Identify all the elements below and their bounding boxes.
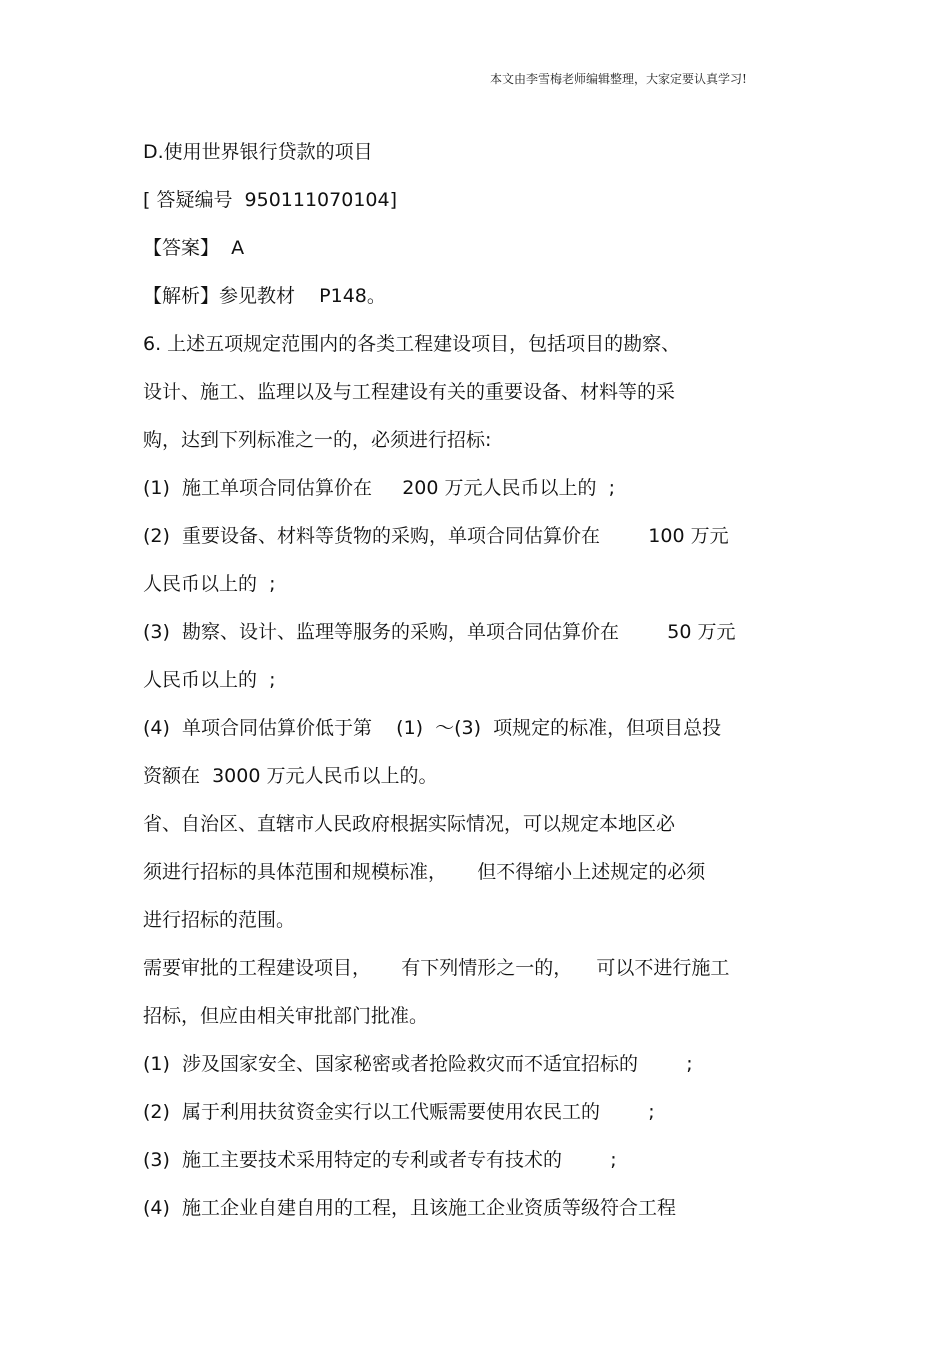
exemption-intro-line-2: 招标，但应由相关审批部门批准。 [143,1005,429,1027]
exemption-item-1: (1) 涉及国家安全、国家秘密或者抢险救灾而不适宜招标的 ; [143,1053,693,1075]
provincial-paragraph-line-1: 省、自治区、直辖市人民政府根据实际情况，可以规定本地区必 [143,813,676,835]
question-id-line: [ 答疑编号 950111070104] [143,189,398,211]
paragraph-6-line-2: 设计、施工、监理以及与工程建设有关的重要设备、材料等的采 [143,381,676,403]
option-d-line: D.使用世界银行贷款的项目 [143,141,373,163]
exemption-intro-line-1: 需要审批的工程建设项目， 有下列情形之一的， 可以不进行施工 [143,957,730,979]
analysis-line: 【解析】参见教材 P148。 [143,285,386,307]
provincial-paragraph-line-2: 须进行招标的具体范围和规模标准， 但不得缩小上述规定的必须 [143,861,706,883]
criteria-item-3-line-2: 人民币以上的 ; [143,669,276,691]
answer-line: 【答案】 A [143,237,245,259]
provincial-paragraph-line-3: 进行招标的范围。 [143,909,296,931]
document-body [143,128,823,1232]
criteria-item-2-line-2: 人民币以上的 ; [143,573,276,595]
criteria-item-4-line-2: 资额在 3000 万元人民币以上的。 [143,765,438,787]
criteria-item-4-line-1: (4) 单项合同估算价低于第 (1) ～(3) 项规定的标准，但项目总投 [143,717,722,739]
exemption-item-2: (2) 属于利用扶贫资金实行以工代赈需要使用农民工的 ; [143,1101,655,1123]
criteria-item-1: (1) 施工单项合同估算价在 200 万元人民币以上的 ; [143,477,615,499]
exemption-item-4: (4) 施工企业自建自用的工程，且该施工企业资质等级符合工程 [143,1197,676,1219]
criteria-item-3-line-1: (3) 勘察、设计、监理等服务的采购，单项合同估算价在 50 万元 [143,621,736,643]
exemption-item-3: (3) 施工主要技术采用特定的专利或者专有技术的 ; [143,1149,617,1171]
paragraph-6-line-1: 6. 上述五项规定范围内的各类工程建设项目，包括项目的勘察、 [143,333,681,355]
paragraph-6-line-3: 购，达到下列标准之一的，必须进行招标: [143,429,492,451]
header-note: 本文由李雪梅老师编辑整理，大家定要认真学习! [490,72,747,86]
criteria-item-2-line-1: (2) 重要设备、材料等货物的采购，单项合同估算价在 100 万元 [143,525,729,547]
